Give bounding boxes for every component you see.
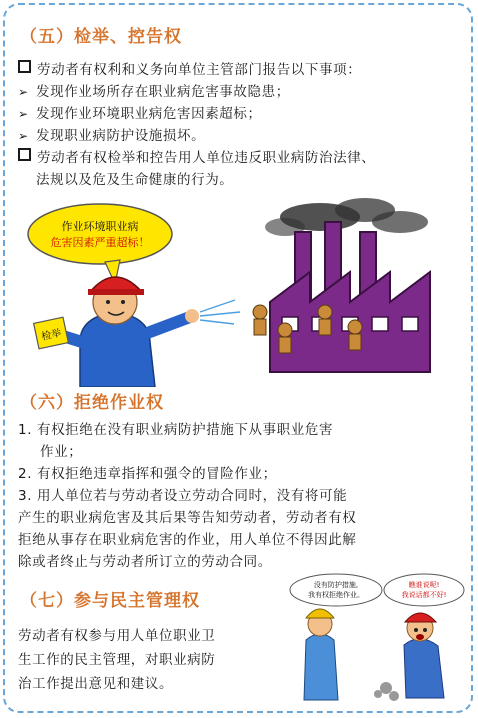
section6-item-3-cont1: 产生的职业病危害及其后果等告知劳动者，劳动者有权 (18, 510, 357, 526)
arrow-bullet-icon: ➢ (18, 129, 29, 143)
section7-item-1: 劳动者有权参与用人单位职业卫 (18, 628, 216, 644)
checkbox-square-icon (18, 148, 31, 161)
report-card (34, 317, 69, 349)
worker-left (304, 609, 338, 700)
section6-item-1: 1. 有权拒绝在没有职业病防护措施下从事职业危害 (18, 422, 334, 438)
svg-text:我有权拒绝作业。: 我有权拒绝作业。 (308, 591, 364, 599)
section6-item-1-cont: 作业； (40, 444, 83, 460)
dust-puff (374, 682, 399, 701)
section6-item-3-cont3: 除或者终止与劳动者所订立的劳动合同。 (18, 554, 272, 570)
smoke-cloud (265, 198, 428, 236)
bubble-left (290, 574, 382, 606)
section7-item-3: 治工作提出意见和建议。 (18, 676, 174, 692)
section5-item-3: ➢ 发现作业环境职业病危害因素超标； (18, 106, 262, 122)
arrow-bullet-icon: ➢ (18, 107, 29, 121)
section5-item-5: 劳动者有权检举和控告用人单位违反职业病防治法律、 (18, 146, 375, 166)
bubble-right (384, 574, 464, 606)
whistleblower-illustration (20, 192, 470, 387)
svg-text:检举: 检举 (40, 327, 63, 343)
svg-text:我说话都不好!: 我说话都不好! (401, 591, 447, 599)
section7-title: （七）参与民主管理权 (20, 591, 200, 611)
section6-item-2: 2. 有权拒绝违章指挥和强令的冒险作业； (18, 466, 277, 482)
section5-item-6: 法规以及危及生命健康的行为。 (36, 172, 234, 188)
section6-item-3: 3. 用人单位若与劳动者设立劳动合同时，没有将可能 (18, 488, 348, 504)
bubble-text-2: 危害因素严重超标！ (50, 236, 150, 249)
section5-title: （五）检举、控告权 (20, 27, 182, 47)
worker-right (404, 613, 444, 698)
section6-item-3-cont2: 拒绝从事存在职业病危害的作业，用人单位不得因此解 (18, 532, 357, 548)
arrow-bullet-icon: ➢ (18, 85, 29, 99)
bubble-text-1: 作业环境职业病 (61, 220, 139, 233)
checkbox-square-icon (18, 60, 31, 73)
section5-item-1: 劳动者有权利和义务向单位主管部门报告以下事项： (18, 58, 361, 78)
section5-item-4: ➢ 发现职业病防护设施损坏。 (18, 128, 206, 144)
section7-item-2: 生工作的民主管理，对职业病防 (18, 652, 216, 668)
section5-item-2: ➢ 发现作业场所存在职业病危害事故隐患； (18, 84, 290, 100)
worker-figure (34, 277, 199, 387)
speech-bubble (28, 204, 172, 284)
svg-text:瞧谁说呢!: 瞧谁说呢! (408, 581, 440, 589)
svg-text:没有防护措施,: 没有防护措施, (313, 581, 359, 589)
section6-title: （六）拒绝作业权 (20, 393, 164, 413)
spray-lines (200, 300, 240, 324)
dispute-illustration (286, 570, 468, 708)
